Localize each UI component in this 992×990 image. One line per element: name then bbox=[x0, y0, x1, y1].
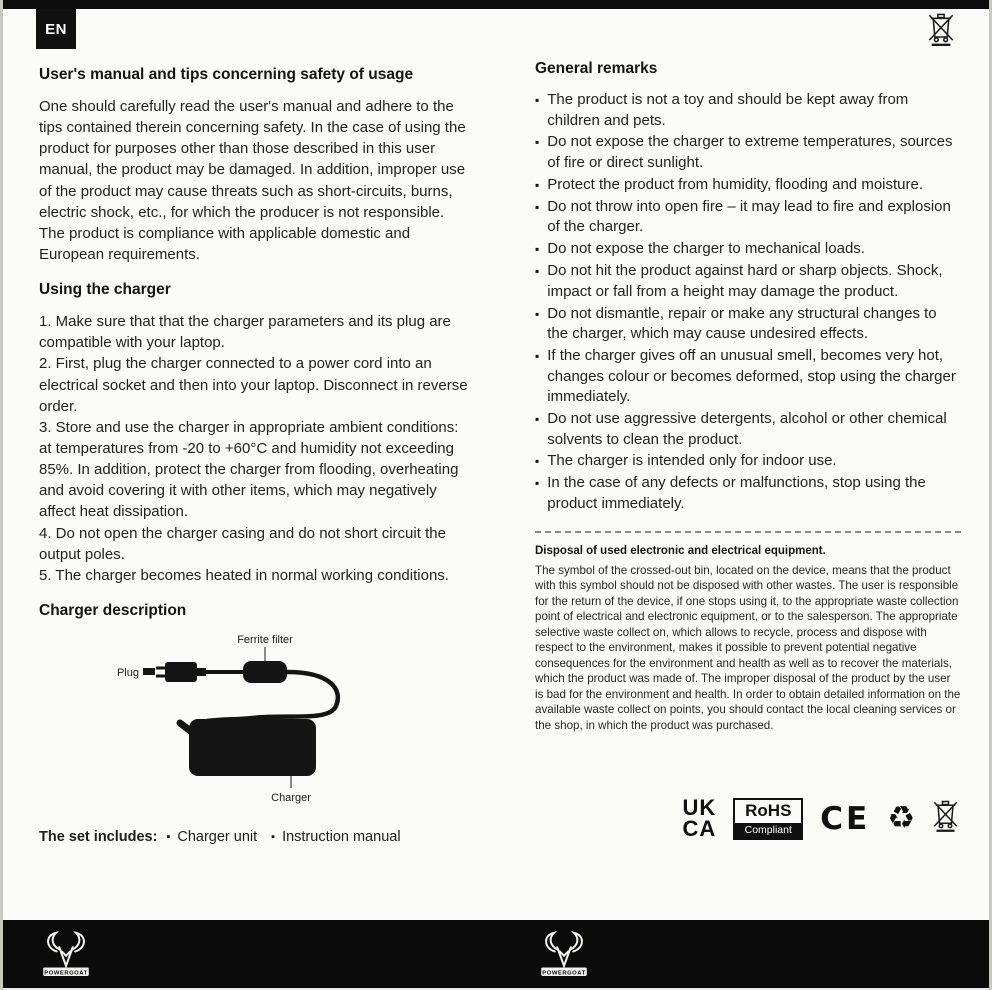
powergoat-wordmark: POWERGOAT bbox=[44, 970, 88, 977]
recycle-icon: ♻ bbox=[887, 800, 915, 837]
ukca-mark bbox=[682, 794, 717, 841]
goat-emblem-icon bbox=[39, 927, 93, 981]
disposal-paragraph: The symbol of the crossed-out bin, located on the device, means that the product with this symbol should not be disposed with other wastes. The user is responsible for the return of the device, if one stops using it, to the appropriate waste collection point of electrical and electronic equipment, or to the salesperson. The appropriate selective waste collect on, which allows to recycle, process and dispose with respect to the environment, makes it possible to prevent potential negative consequences for the environment and health as well as to recover the materials, which the product was made of. The improper disposal of the product by the user is bad for the environment and health. In order to obtain detailed information on the available waste collect on points, you should contact the local cleaning services or the shop, in which the product was purchased. bbox=[535, 563, 961, 732]
powergoat-wordmark: POWERGOAT bbox=[542, 970, 586, 977]
content-columns bbox=[39, 60, 961, 845]
left-column bbox=[39, 60, 471, 845]
remark-item: ▪ Protect the product from humidity, flooding and moisture. bbox=[535, 175, 961, 196]
weee-crossed-bin-icon-bottom bbox=[932, 799, 959, 839]
safety-heading: User's manual and tips concerning safety of usage bbox=[39, 66, 414, 83]
crossed-bin-icon bbox=[932, 799, 959, 834]
set-includes-item: ▪ Charger unit bbox=[166, 829, 257, 845]
rohs-subtitle: Compliant bbox=[735, 823, 801, 838]
remark-item: ▪ Do not throw into open fire – it may lead to fire and explosion of the charger. bbox=[535, 197, 961, 238]
general-remarks-list bbox=[535, 90, 961, 515]
charger-diagram bbox=[39, 632, 471, 815]
plug-leader bbox=[143, 668, 155, 675]
rohs-title: RoHS bbox=[745, 800, 792, 820]
remark-item: ▪ Do not dismantle, repair or make any structural changes to the charger, which may cause undesired effects. bbox=[535, 304, 961, 345]
set-includes-item: ▪ Instruction manual bbox=[271, 829, 400, 845]
usage-step: 2. First, plug the charger connected to a power cord into an electrical socket and then into your laptop. Disconnect in reverse order. bbox=[39, 355, 468, 415]
remark-item: ▪ Do not expose the charger to extreme temperatures, sources of fire or direct sunlight. bbox=[535, 132, 961, 173]
top-black-strip bbox=[3, 0, 989, 9]
right-column bbox=[535, 60, 961, 845]
usage-step: 5. The charger becomes heated in normal working conditions. bbox=[39, 566, 449, 584]
charger-shape bbox=[189, 719, 316, 776]
remark-item: ▪ Do not expose the charger to mechanical loads. bbox=[535, 239, 961, 260]
ukca-top: UK bbox=[682, 794, 717, 820]
remark-item: ▪ Do not use aggressive detergents, alcohol or other chemical solvents to clean the product. bbox=[535, 409, 961, 450]
crossed-bin-icon bbox=[927, 12, 955, 48]
language-badge-label: EN bbox=[45, 20, 67, 38]
usage-steps-list bbox=[39, 311, 471, 586]
set-includes-line bbox=[39, 829, 471, 845]
usage-step: 3. Store and use the charger in appropriate ambient conditions: at temperatures from -20 to +60°C and humidity not exceeding 85%. In addition, protect the charger from flooding, overheating and avoid covering it with other items, which may negatively affect heat dissipation. bbox=[39, 418, 459, 521]
charger-diagram-drawing bbox=[39, 632, 369, 810]
usage-step: 1. Make sure that that the charger parameters and its plug are compatible with your laptop. bbox=[39, 313, 451, 352]
charger-label: Charger bbox=[271, 791, 311, 804]
rohs-mark bbox=[733, 798, 803, 840]
remark-item: ▪ In the case of any defects or malfunctions, stop using the product immediately. bbox=[535, 473, 961, 514]
ferrite-filter-shape bbox=[243, 661, 287, 683]
remark-item: ▪ If the charger gives off an unusual smell, becomes very hot, changes colour or becomes deformed, stop using the charger immediately. bbox=[535, 346, 961, 408]
usage-step: 4. Do not open the charger casing and do not short circuit the output poles. bbox=[39, 524, 446, 563]
ce-mark: CE bbox=[820, 800, 871, 837]
remark-item: ▪ The product is not a toy and should be kept away from children and pets. bbox=[535, 90, 961, 131]
disposal-heading: Disposal of used electronic and electrical equipment. bbox=[535, 544, 826, 557]
safety-paragraph: One should carefully read the user's manual and adhere to the tips contained therein concerning safety. In the case of using the product for purposes other than those described in this user manual, the product may be damaged. In addition, improper use of the product may cause threats such as short-circuits, burns, electric shock, etc., for which the producer is not responsible. The product is compliance with applicable domestic and European requirements. bbox=[39, 98, 466, 263]
weee-crossed-bin-icon bbox=[927, 12, 955, 53]
usage-heading: Using the charger bbox=[39, 281, 171, 299]
remarks-heading: General remarks bbox=[535, 60, 658, 77]
goat-emblem-icon bbox=[537, 927, 591, 981]
compliance-marks-row bbox=[535, 794, 961, 841]
footer-bar bbox=[3, 920, 989, 990]
ferrite-filter-label: Ferrite filter bbox=[237, 633, 293, 646]
remark-item: ▪ The charger is intended only for indoor use. bbox=[535, 451, 961, 472]
ukca-bottom: CA bbox=[682, 815, 717, 841]
plug-shape bbox=[165, 662, 197, 682]
plug-label: Plug bbox=[116, 666, 139, 679]
dashed-divider bbox=[535, 531, 961, 533]
language-badge bbox=[36, 9, 76, 49]
remark-item: ▪ Do not hit the product against hard or sharp objects. Shock, impact or fall from a height may damage the product. bbox=[535, 261, 961, 302]
powergoat-logo bbox=[39, 927, 93, 986]
powergoat-logo bbox=[537, 927, 591, 986]
set-includes-label: The set includes: bbox=[39, 828, 158, 845]
description-heading: Charger description bbox=[39, 601, 187, 619]
set-includes-items bbox=[166, 829, 400, 845]
